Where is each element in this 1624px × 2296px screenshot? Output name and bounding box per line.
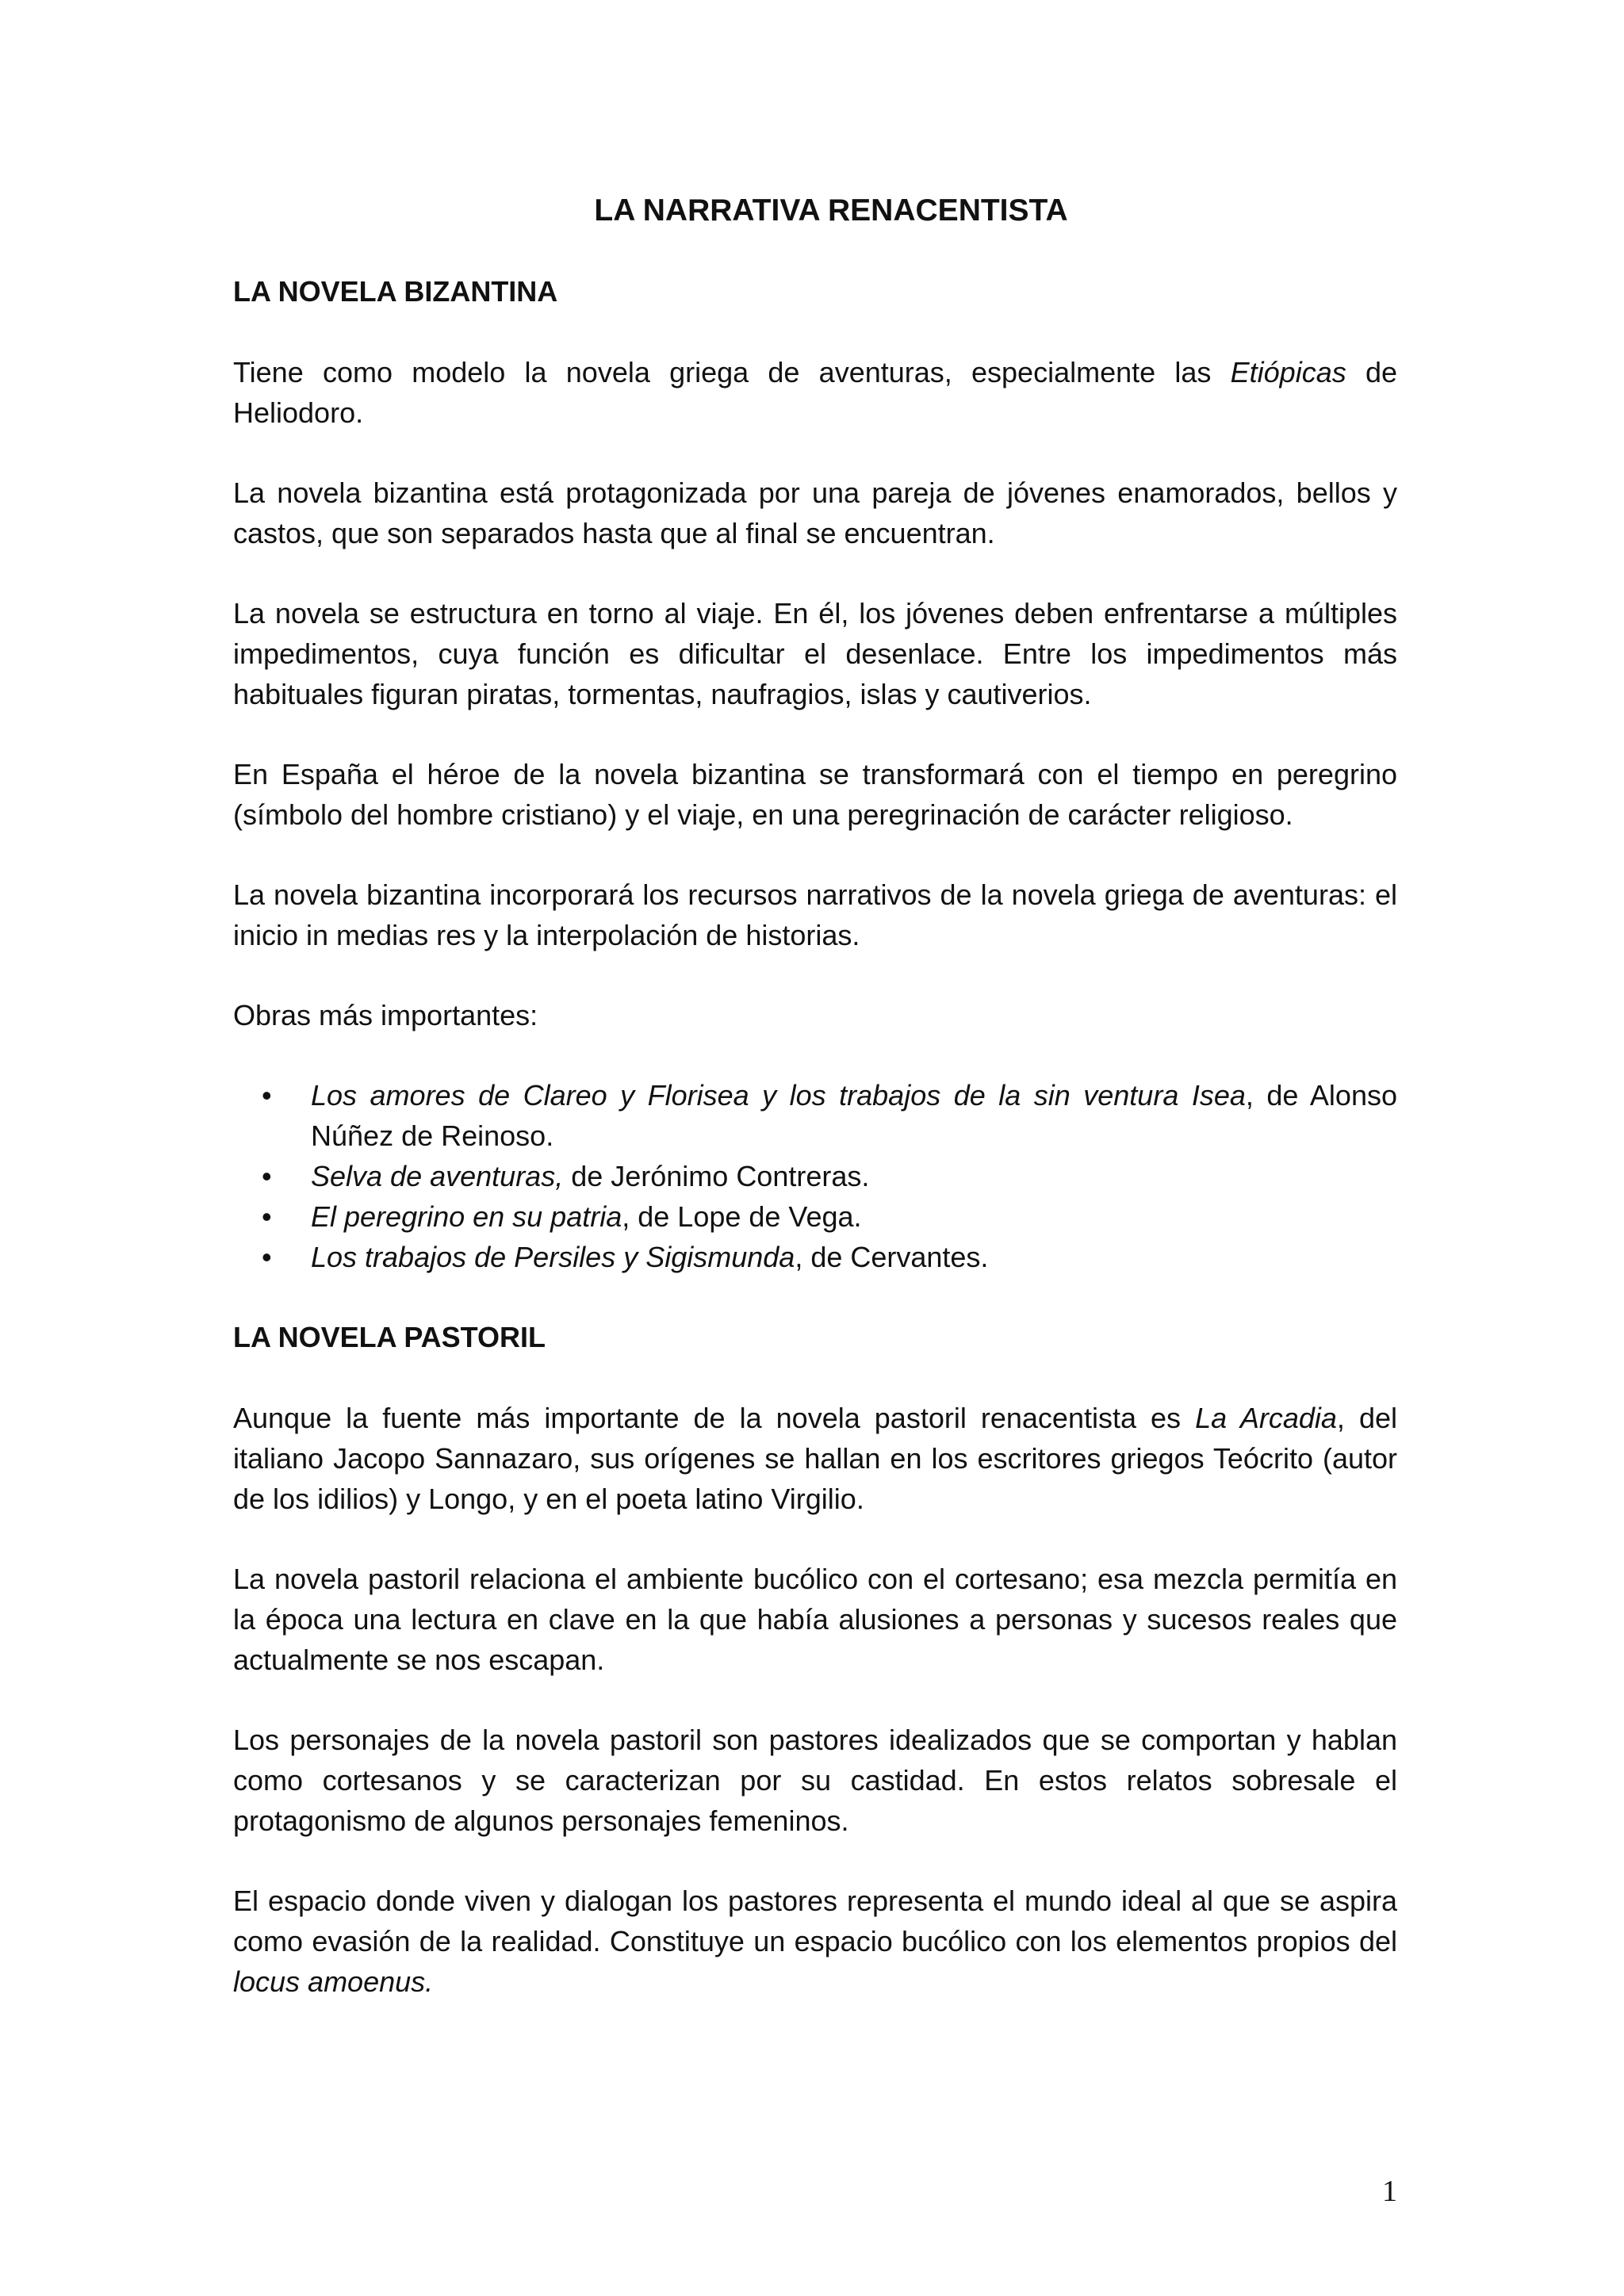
paragraph-bizantina-5: La novela bizantina incorporará los recursos narrativos de la novela griega de aventuras: el inicio in medias res y la interpolación de historias. xyxy=(233,878,1397,951)
section-heading-pastoril: LA NOVELA PASTORIL xyxy=(233,1321,546,1353)
section-heading-bizantina: LA NOVELA BIZANTINA xyxy=(233,275,558,308)
list-item xyxy=(233,1075,1397,1156)
list-item xyxy=(233,1237,1397,1277)
works-list xyxy=(233,1075,1397,1277)
bullet-icon: • xyxy=(262,1241,272,1273)
page-number: 1 xyxy=(1382,2175,1397,2208)
work-title: Los trabajos de Persiles y Sigismunda xyxy=(311,1241,795,1273)
paragraph-text: , del italiano Jacopo Sannazaro, sus orígenes se hallan en los escritores griegos Teócrito (autor de los idilios) y Longo, y en el poeta latino Virgilio. xyxy=(233,1402,1397,1515)
paragraph-pastoril-4 xyxy=(233,1881,1397,2002)
bullet-icon: • xyxy=(262,1200,272,1233)
bullet-icon: • xyxy=(262,1160,272,1192)
paragraph-pastoril-3: Los personajes de la novela pastoril son pastores idealizados que se comportan y hablan como cortesanos y se caracterizan por su castidad. En estos relatos sobresale el protagonismo de algunos personajes femeninos. xyxy=(233,1724,1397,1837)
work-author: de Jerónimo Contreras. xyxy=(563,1160,870,1192)
list-item xyxy=(233,1156,1397,1196)
paragraph-text: Aunque la fuente más importante de la novela pastoril renacentista es xyxy=(233,1402,1196,1434)
paragraph-text: El espacio donde viven y dialogan los pastores representa el mundo ideal al que se aspira como evasión de la realidad. Constituye un espacio bucólico con los elementos propios del xyxy=(233,1885,1397,1957)
italic-term: locus amoenus. xyxy=(233,1965,434,1998)
work-title: Selva de aventuras, xyxy=(311,1160,564,1192)
paragraph-pastoril-2: La novela pastoril relaciona el ambiente bucólico con el cortesano; esa mezcla permitía en la época una lectura en clave en la que había alusiones a personas y sucesos reales que actualmente se nos escapan. xyxy=(233,1563,1397,1676)
paragraph-pastoril-1 xyxy=(233,1398,1397,1519)
work-title: Los amores de Clareo y Florisea y los trabajos de la sin ventura Isea xyxy=(311,1079,1246,1112)
work-author: , de Cervantes. xyxy=(795,1241,989,1273)
work-author: , de Alonso Núñez de Reinoso. xyxy=(311,1079,1397,1152)
bullet-icon: • xyxy=(262,1079,272,1112)
italic-title: La Arcadia xyxy=(1195,1402,1337,1434)
italic-title: Etiópicas xyxy=(1230,356,1346,388)
paragraph-text: Tiene como modelo la novela griega de aventuras, especialmente las xyxy=(233,356,1231,388)
document-title: LA NARRATIVA RENACENTISTA xyxy=(594,193,1068,228)
paragraph-bizantina-1 xyxy=(233,352,1397,433)
work-author: , de Lope de Vega. xyxy=(622,1200,862,1233)
work-title: El peregrino en su patria xyxy=(311,1200,622,1233)
paragraph-bizantina-2: La novela bizantina está protagonizada por una pareja de jóvenes enamorados, bellos y castos, que son separados hasta que al final se encuentran. xyxy=(233,476,1397,549)
document-page xyxy=(233,190,1397,2042)
paragraph-bizantina-4: En España el héroe de la novela bizantina se transformará con el tiempo en peregrino (símbolo del hombre cristiano) y el viaje, en una peregrinación de carácter religioso. xyxy=(233,758,1397,831)
list-item xyxy=(233,1196,1397,1237)
paragraph-bizantina-6: Obras más importantes: xyxy=(233,999,538,1031)
paragraph-bizantina-3: La novela se estructura en torno al viaje. En él, los jóvenes deben enfrentarse a múltiples impedimentos, cuya función es dificultar el desenlace. Entre los impedimentos más habituales figuran piratas, tormentas, naufragios, islas y cautiverios. xyxy=(233,597,1397,710)
paragraph-text: de Heliodoro. xyxy=(233,356,1397,429)
